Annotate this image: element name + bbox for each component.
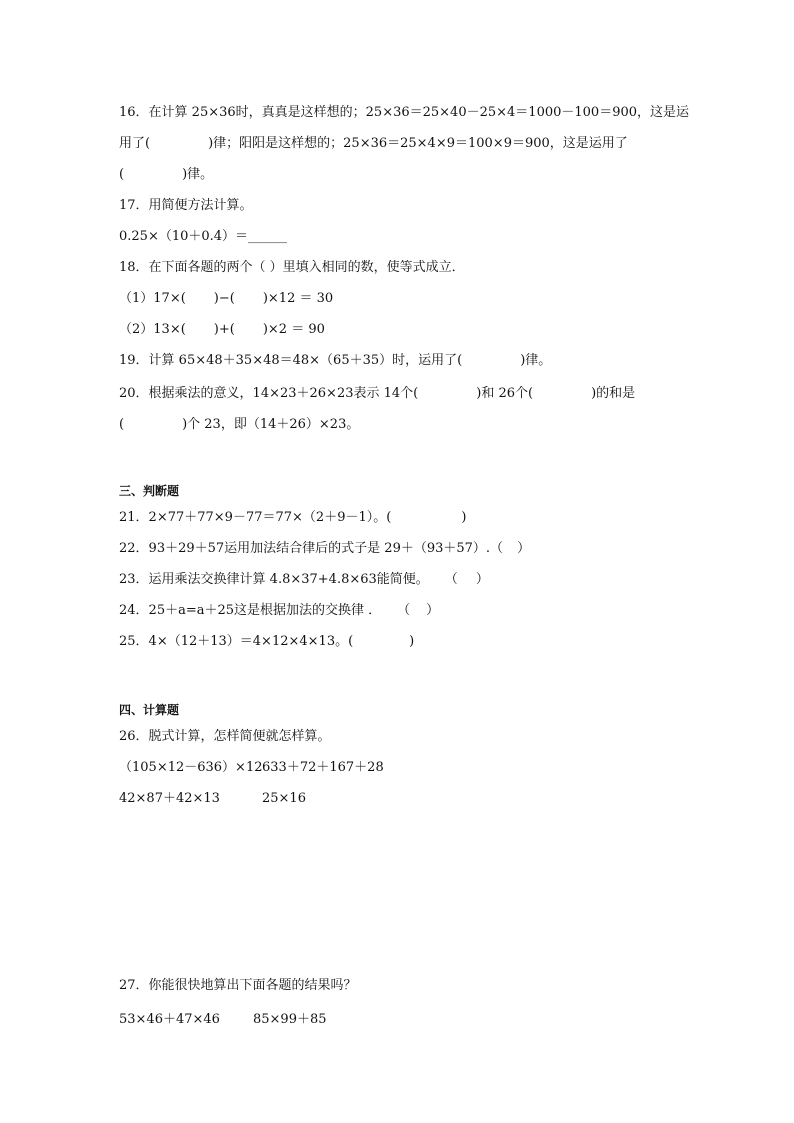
q18-p1-text-c: )×12 ＝ 30: [262, 291, 334, 306]
question-17-expression: 0.25×（10＋0.4）＝______: [119, 229, 288, 244]
q20-text-e: )个 23，即（14＋26）×23。: [182, 417, 360, 432]
question-19: [119, 352, 551, 370]
q23-text-b: （: [444, 572, 458, 587]
q20-text-b: )和 26个(: [476, 386, 534, 401]
question-18-part-2: [119, 321, 325, 339]
q24-text-a: 24．25＋a=a＋25这是根据加法的交换律 ．: [119, 603, 382, 618]
q16-text-b: )律；阳阳是这样想的；25×36＝25×4×9＝100×9＝900，这是运用了: [208, 136, 628, 151]
q19-text-a: 19．计算 65×48＋35×48＝48×（65＋35）时，运用了(: [119, 353, 463, 368]
q27-expression-2: 85×99＋85: [253, 1012, 327, 1027]
q20-text-d: (: [119, 417, 125, 432]
q23-text-c: ）: [475, 572, 489, 587]
q18-p1-text-a: （1）17×(: [119, 291, 186, 306]
question-16-line-3: [119, 166, 213, 184]
q22-text-b: ）: [517, 541, 531, 556]
question-18-part-1: [119, 290, 333, 308]
q18-p2-text-c: )×2 ＝ 90: [262, 322, 325, 337]
question-27-text: 27．你能很快地算出下面各题的结果吗？: [119, 978, 357, 993]
question-24: [119, 602, 439, 620]
q27-expression-1: 53×46＋47×46: [119, 1012, 220, 1027]
q26-expression-1: （105×12－636）×12: [119, 760, 263, 775]
question-22: [119, 540, 530, 558]
q19-text-b: )律。: [520, 353, 552, 368]
q16-text-c: (: [119, 167, 125, 182]
section-3-heading: 三、判断题: [119, 484, 180, 498]
question-26-text: 26．脱式计算，怎样简便就怎样算。: [119, 729, 331, 744]
q25-text-a: 25．4×（12＋13）＝4×12×4×13。(: [119, 634, 354, 649]
question-26-row-1: [119, 759, 384, 777]
section-4-heading: 四、计算题: [119, 703, 180, 717]
question-18-text: 18．在下面各题的两个（ ）里填入相同的数，使等式成立．: [119, 260, 465, 275]
q16-text-a: 用了(: [119, 136, 151, 151]
question-27-row: [119, 1011, 327, 1029]
q16-text-d: )律。: [182, 167, 214, 182]
q22-text-a: 22．93＋29＋57运用加法结合律后的式子是 29＋（93＋57）.（: [119, 541, 504, 556]
q24-text-b: （: [397, 603, 411, 618]
question-23: [119, 571, 489, 589]
question-20-line-1: [119, 385, 635, 403]
question-26-row-2: [119, 790, 306, 808]
question-20-line-2: [119, 416, 359, 434]
q26-expression-2: 633＋72＋167＋28: [262, 760, 384, 775]
q18-p2-text-b: )+(: [213, 322, 235, 337]
q18-p1-text-b: )−(: [213, 291, 235, 306]
q20-text-c: )的和是: [591, 386, 636, 401]
question-21: [119, 509, 466, 527]
q24-text-c: ）: [426, 603, 440, 618]
q21-text-a: 21．2×77＋77×9－77＝77×（2＋9－1）。(: [119, 510, 392, 525]
question-16-line-1: [119, 104, 689, 122]
q23-text-a: 23．运用乘法交换律计算 4.8×37+4.8×63能简便。: [119, 572, 429, 587]
q18-p2-text-a: （2）13×(: [119, 322, 186, 337]
question-16-text: 16．在计算 25×36时，真真是这样想的；25×36＝25×40－25×4＝1000－100＝900，这是运: [119, 105, 690, 120]
q26-expression-4: 25×16: [262, 791, 306, 806]
question-16-line-2: [119, 135, 628, 153]
question-25: [119, 633, 414, 651]
q20-text-a: 20．根据乘法的意义，14×23＋26×23表示 14个(: [119, 386, 419, 401]
q26-expression-3: 42×87＋42×13: [119, 791, 220, 806]
q25-text-b: ): [409, 634, 415, 649]
q21-text-b: ): [461, 510, 467, 525]
question-17-text: 17．用简便方法计算。: [119, 198, 253, 213]
